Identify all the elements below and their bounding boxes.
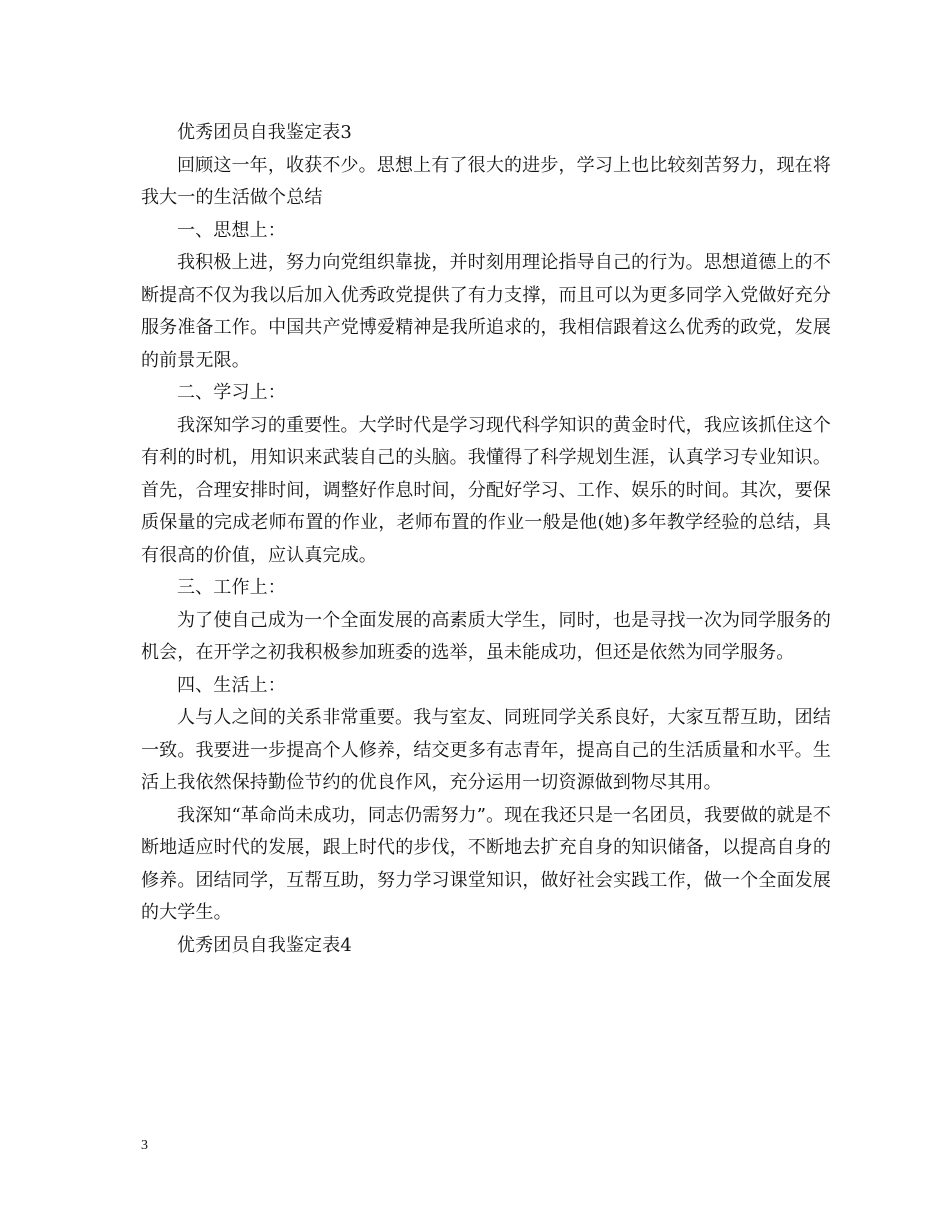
heading-ideology: 一、思想上： — [177, 219, 286, 241]
heading-study: 二、学习上： — [177, 382, 286, 403]
closing-paragraph: 我深知“革命尚未成功，同志仍需努力”。现在我还只是一名团员，我要做的就是不断地适应时代的发展，跟上时代的步伐，不断地去扩充自身的知识储备，以提高自身的修养。团结同学，互帮互助，努力学习课堂知识，做好社会实践工作，做一个全面发展的大学生。 — [141, 804, 831, 923]
paragraph-study: 我深知学习的重要性。大学时代是学习现代科学知识的黄金时代，我应该抓住这个有利的时机，用知识来武装自己的头脑。我懂得了科学规划生涯，认真学习专业知识。首先，合理安排时间，调整好作息时间，分配好学习、工作、娱乐的时间。其次，要保质保量的完成老师布置的作业，老师布置的作业一般是他(她)多年教学经验的总结，具有很高的价值，应认真完成。 — [141, 414, 831, 566]
section-title-4: 优秀团员自我鉴定表4 — [177, 934, 352, 956]
intro-paragraph: 回顾这一年，收获不少。思想上有了很大的进步，学习上也比较刻苦努力，现在将我大一的生活做个总结 — [141, 154, 831, 208]
document-body — [141, 117, 831, 962]
paragraph-ideology: 我积极上进，努力向党组织靠拢，并时刻用理论指导自己的行为。思想道德上的不断提高不仅为我以后加入优秀政党提供了有力支撑，而且可以为更多同学入党做好充分服务准备工作。中国共产党博爱精神是我所追求的，我相信跟着这么优秀的政党，发展的前景无限。 — [141, 252, 831, 371]
page-number: 3 — [141, 1138, 148, 1153]
section-title-3: 优秀团员自我鉴定表3 — [177, 122, 352, 143]
heading-work: 三、工作上： — [177, 577, 286, 598]
heading-life: 四、生活上： — [177, 674, 286, 696]
paragraph-work: 为了使自己成为一个全面发展的高素质大学生，同时，也是寻找一次为同学服务的机会，在开学之初我积极参加班委的选举，虽未能成功，但还是依然为同学服务。 — [141, 609, 831, 663]
paragraph-life: 人与人之间的关系非常重要。我与室友、同班同学关系良好，大家互帮互助，团结一致。我要进一步提高个人修养，结交更多有志青年，提高自己的生活质量和水平。生活上我依然保持勤俭节约的优良作风，充分运用一切资源做到物尽其用。 — [141, 707, 831, 793]
